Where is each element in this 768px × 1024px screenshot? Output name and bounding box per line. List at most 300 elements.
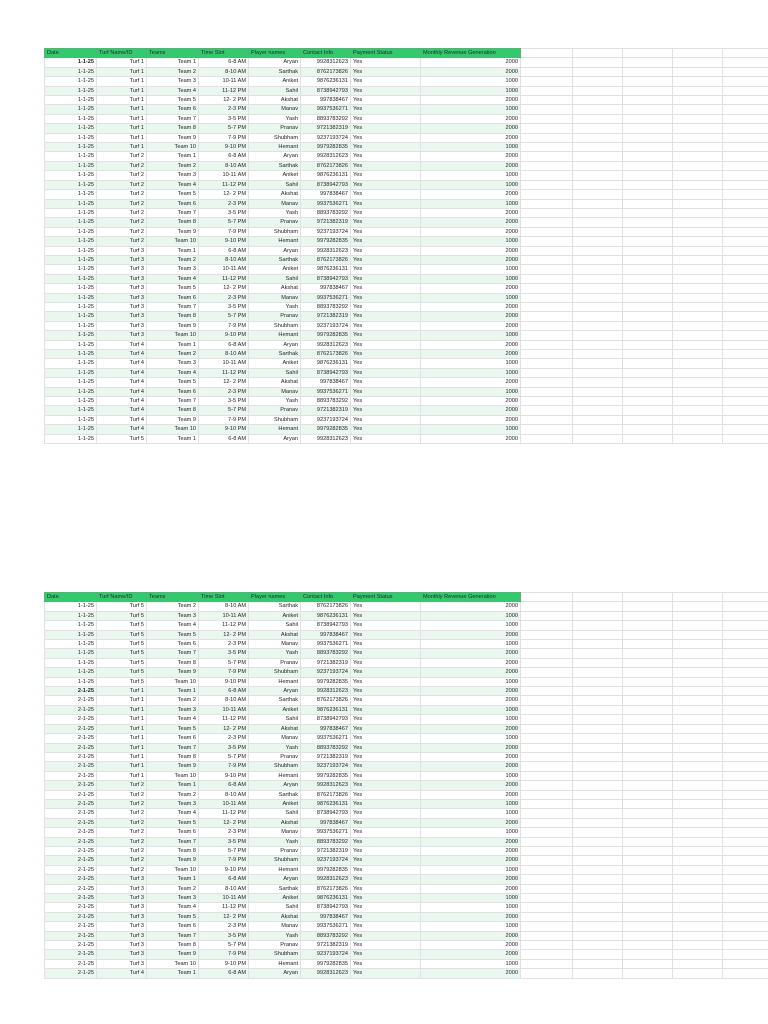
empty-cell[interactable] [521, 790, 573, 799]
empty-cell[interactable] [673, 865, 723, 874]
empty-cell[interactable] [623, 705, 673, 714]
empty-cell[interactable] [521, 359, 573, 368]
empty-cell[interactable] [623, 941, 673, 950]
revenue-cell[interactable]: 1000 [421, 199, 521, 208]
empty-cell[interactable] [573, 350, 623, 359]
turf-cell[interactable]: Turf 3 [97, 293, 147, 302]
empty-cell[interactable] [573, 846, 623, 855]
date-cell[interactable]: 1-1-25 [45, 321, 97, 330]
empty-cell[interactable] [573, 696, 623, 705]
empty-cell[interactable] [723, 425, 768, 434]
turf-cell[interactable]: Turf 2 [97, 161, 147, 170]
turf-cell[interactable]: Turf 2 [97, 865, 147, 874]
turf-cell[interactable]: Turf 5 [97, 677, 147, 686]
empty-cell[interactable] [623, 950, 673, 959]
empty-cell[interactable] [623, 621, 673, 630]
empty-cell[interactable] [521, 602, 573, 611]
date-cell[interactable]: 2-1-25 [45, 941, 97, 950]
revenue-cell[interactable]: 1000 [421, 799, 521, 808]
date-cell[interactable]: 1-1-25 [45, 397, 97, 406]
player-name-cell[interactable]: Sahil [249, 180, 301, 189]
revenue-cell[interactable]: 1000 [421, 715, 521, 724]
date-cell[interactable]: 1-1-25 [45, 265, 97, 274]
empty-cell[interactable] [623, 133, 673, 142]
team-cell[interactable]: Team 9 [147, 415, 199, 424]
empty-cell[interactable] [723, 227, 768, 236]
player-name-cell[interactable]: Akshat [249, 912, 301, 921]
empty-cell[interactable] [573, 809, 623, 818]
empty-cell[interactable] [573, 687, 623, 696]
revenue-cell[interactable]: 1000 [421, 331, 521, 340]
contact-cell[interactable]: 8738942793 [301, 903, 351, 912]
empty-cell[interactable] [673, 180, 723, 189]
team-cell[interactable]: Team 6 [147, 105, 199, 114]
date-cell[interactable]: 1-1-25 [45, 331, 97, 340]
contact-cell[interactable]: 9237193724 [301, 950, 351, 959]
revenue-cell[interactable]: 2000 [421, 846, 521, 855]
empty-cell[interactable] [623, 152, 673, 161]
empty-cell[interactable] [723, 828, 768, 837]
empty-cell[interactable] [521, 687, 573, 696]
empty-cell[interactable] [623, 293, 673, 302]
time-slot-cell[interactable]: 5-7 PM [199, 218, 249, 227]
header-teams[interactable]: Teams [147, 49, 199, 58]
revenue-cell[interactable]: 2000 [421, 724, 521, 733]
date-cell[interactable]: 2-1-25 [45, 818, 97, 827]
revenue-cell[interactable]: 1000 [421, 611, 521, 620]
empty-cell[interactable] [723, 724, 768, 733]
revenue-cell[interactable]: 2000 [421, 133, 521, 142]
player-name-cell[interactable]: Sarthak [249, 67, 301, 76]
payment-status-cell[interactable]: Yes [351, 58, 421, 67]
payment-status-cell[interactable]: Yes [351, 86, 421, 95]
empty-cell[interactable] [623, 302, 673, 311]
empty-cell[interactable] [623, 687, 673, 696]
revenue-cell[interactable]: 1000 [421, 274, 521, 283]
empty-cell[interactable] [673, 359, 723, 368]
empty-cell[interactable] [623, 846, 673, 855]
empty-cell[interactable] [623, 387, 673, 396]
payment-status-cell[interactable]: Yes [351, 77, 421, 86]
contact-cell[interactable]: 9721382319 [301, 406, 351, 415]
empty-cell[interactable] [673, 959, 723, 968]
player-name-cell[interactable]: Hemant [249, 771, 301, 780]
empty-cell[interactable] [521, 284, 573, 293]
revenue-cell[interactable]: 2000 [421, 696, 521, 705]
contact-cell[interactable]: 8738942793 [301, 274, 351, 283]
turf-cell[interactable]: Turf 1 [97, 58, 147, 67]
empty-cell[interactable] [723, 171, 768, 180]
payment-status-cell[interactable]: Yes [351, 180, 421, 189]
player-name-cell[interactable]: Yash [249, 397, 301, 406]
empty-cell[interactable] [521, 715, 573, 724]
contact-cell[interactable]: 997838467 [301, 190, 351, 199]
player-name-cell[interactable]: Akshat [249, 96, 301, 105]
player-name-cell[interactable]: Aniket [249, 265, 301, 274]
payment-status-cell[interactable]: Yes [351, 143, 421, 152]
revenue-cell[interactable]: 1000 [421, 771, 521, 780]
revenue-cell[interactable]: 2000 [421, 67, 521, 76]
empty-cell[interactable] [723, 161, 768, 170]
date-cell[interactable]: 2-1-25 [45, 687, 97, 696]
header-time-slot[interactable]: Time Slot [199, 49, 249, 58]
empty-cell[interactable] [673, 387, 723, 396]
empty-cell[interactable] [673, 705, 723, 714]
payment-status-cell[interactable]: Yes [351, 255, 421, 264]
date-cell[interactable]: 1-1-25 [45, 237, 97, 246]
empty-cell[interactable] [723, 340, 768, 349]
turf-cell[interactable]: Turf 3 [97, 931, 147, 940]
empty-cell[interactable] [521, 86, 573, 95]
payment-status-cell[interactable]: Yes [351, 734, 421, 743]
empty-cell[interactable] [723, 762, 768, 771]
payment-status-cell[interactable]: Yes [351, 406, 421, 415]
player-name-cell[interactable]: Yash [249, 114, 301, 123]
contact-cell[interactable]: 9937536271 [301, 640, 351, 649]
empty-cell[interactable] [723, 856, 768, 865]
revenue-cell[interactable]: 2000 [421, 856, 521, 865]
empty-cell[interactable] [673, 331, 723, 340]
empty-cell[interactable] [573, 274, 623, 283]
date-cell[interactable]: 2-1-25 [45, 912, 97, 921]
turf-cell[interactable]: Turf 3 [97, 912, 147, 921]
empty-cell[interactable] [673, 227, 723, 236]
date-cell[interactable]: 1-1-25 [45, 274, 97, 283]
revenue-cell[interactable]: 2000 [421, 406, 521, 415]
player-name-cell[interactable]: Yash [249, 837, 301, 846]
revenue-cell[interactable]: 2000 [421, 152, 521, 161]
empty-cell[interactable] [673, 415, 723, 424]
contact-cell[interactable]: 9721382319 [301, 658, 351, 667]
contact-cell[interactable]: 9937536271 [301, 293, 351, 302]
team-cell[interactable]: Team 5 [147, 912, 199, 921]
turf-cell[interactable]: Turf 4 [97, 359, 147, 368]
time-slot-cell[interactable]: 3-5 PM [199, 837, 249, 846]
team-cell[interactable]: Team 8 [147, 846, 199, 855]
contact-cell[interactable]: 9928312623 [301, 340, 351, 349]
payment-status-cell[interactable]: Yes [351, 630, 421, 639]
time-slot-cell[interactable]: 8-10 AM [199, 67, 249, 76]
header-date[interactable]: Date [45, 593, 97, 602]
team-cell[interactable]: Team 5 [147, 378, 199, 387]
time-slot-cell[interactable]: 9-10 PM [199, 771, 249, 780]
date-cell[interactable]: 1-1-25 [45, 368, 97, 377]
empty-cell[interactable] [521, 658, 573, 667]
empty-cell[interactable] [521, 912, 573, 921]
contact-cell[interactable]: 8893783292 [301, 743, 351, 752]
time-slot-cell[interactable]: 5-7 PM [199, 406, 249, 415]
player-name-cell[interactable]: Akshat [249, 284, 301, 293]
revenue-cell[interactable]: 2000 [421, 350, 521, 359]
team-cell[interactable]: Team 3 [147, 894, 199, 903]
player-name-cell[interactable]: Manav [249, 734, 301, 743]
empty-cell[interactable] [521, 96, 573, 105]
empty-cell[interactable] [521, 133, 573, 142]
empty-cell[interactable] [521, 969, 573, 978]
contact-cell[interactable]: 9876236131 [301, 894, 351, 903]
player-name-cell[interactable]: Sarthak [249, 790, 301, 799]
empty-cell[interactable] [521, 922, 573, 931]
empty-cell[interactable] [521, 743, 573, 752]
contact-cell[interactable]: 8893783292 [301, 397, 351, 406]
payment-status-cell[interactable]: Yes [351, 950, 421, 959]
turf-cell[interactable]: Turf 4 [97, 378, 147, 387]
team-cell[interactable]: Team 4 [147, 715, 199, 724]
team-cell[interactable]: Team 10 [147, 331, 199, 340]
payment-status-cell[interactable]: Yes [351, 425, 421, 434]
date-cell[interactable]: 1-1-25 [45, 114, 97, 123]
player-name-cell[interactable]: Shubham [249, 668, 301, 677]
empty-cell[interactable] [521, 152, 573, 161]
revenue-cell[interactable]: 1000 [421, 171, 521, 180]
empty-cell[interactable] [673, 856, 723, 865]
empty-cell[interactable] [723, 86, 768, 95]
turf-cell[interactable]: Turf 1 [97, 771, 147, 780]
date-cell[interactable]: 1-1-25 [45, 302, 97, 311]
empty-cell[interactable] [573, 771, 623, 780]
revenue-cell[interactable]: 2000 [421, 246, 521, 255]
payment-status-cell[interactable]: Yes [351, 846, 421, 855]
contact-cell[interactable]: 9928312623 [301, 875, 351, 884]
contact-cell[interactable]: 9721382319 [301, 312, 351, 321]
team-cell[interactable]: Team 2 [147, 790, 199, 799]
contact-cell[interactable]: 9876236131 [301, 799, 351, 808]
date-cell[interactable]: 1-1-25 [45, 378, 97, 387]
turf-cell[interactable]: Turf 1 [97, 715, 147, 724]
empty-cell[interactable] [521, 58, 573, 67]
payment-status-cell[interactable]: Yes [351, 302, 421, 311]
empty-cell[interactable] [723, 640, 768, 649]
empty-cell[interactable] [673, 734, 723, 743]
empty-cell[interactable] [673, 218, 723, 227]
empty-cell[interactable] [623, 894, 673, 903]
empty-cell[interactable] [573, 143, 623, 152]
empty-cell[interactable] [521, 649, 573, 658]
empty-cell[interactable] [573, 199, 623, 208]
turf-cell[interactable]: Turf 1 [97, 743, 147, 752]
turf-cell[interactable]: Turf 1 [97, 77, 147, 86]
revenue-cell[interactable]: 1000 [421, 640, 521, 649]
empty-cell[interactable] [573, 658, 623, 667]
team-cell[interactable]: Team 7 [147, 397, 199, 406]
empty-cell[interactable] [573, 359, 623, 368]
header-player-names[interactable]: Player names [249, 593, 301, 602]
team-cell[interactable]: Team 5 [147, 96, 199, 105]
player-name-cell[interactable]: Aryan [249, 969, 301, 978]
time-slot-cell[interactable]: 7-9 PM [199, 762, 249, 771]
empty-cell[interactable] [521, 218, 573, 227]
empty-cell[interactable] [723, 397, 768, 406]
empty-cell[interactable] [573, 49, 623, 58]
revenue-cell[interactable]: 2000 [421, 415, 521, 424]
empty-cell[interactable] [673, 255, 723, 264]
time-slot-cell[interactable]: 6-8 AM [199, 246, 249, 255]
payment-status-cell[interactable]: Yes [351, 668, 421, 677]
header-payment-status[interactable]: Payment Status [351, 593, 421, 602]
empty-cell[interactable] [623, 406, 673, 415]
contact-cell[interactable]: 8738942793 [301, 180, 351, 189]
empty-cell[interactable] [521, 180, 573, 189]
payment-status-cell[interactable]: Yes [351, 161, 421, 170]
date-cell[interactable]: 1-1-25 [45, 124, 97, 133]
team-cell[interactable]: Team 8 [147, 218, 199, 227]
empty-cell[interactable] [673, 799, 723, 808]
empty-cell[interactable] [623, 912, 673, 921]
empty-cell[interactable] [623, 77, 673, 86]
time-slot-cell[interactable]: 11-12 PM [199, 809, 249, 818]
player-name-cell[interactable]: Pranav [249, 658, 301, 667]
player-name-cell[interactable]: Shubham [249, 227, 301, 236]
date-cell[interactable]: 1-1-25 [45, 208, 97, 217]
empty-cell[interactable] [623, 96, 673, 105]
turf-cell[interactable]: Turf 3 [97, 274, 147, 283]
empty-cell[interactable] [521, 340, 573, 349]
turf-cell[interactable]: Turf 2 [97, 218, 147, 227]
team-cell[interactable]: Team 2 [147, 884, 199, 893]
time-slot-cell[interactable]: 3-5 PM [199, 743, 249, 752]
empty-cell[interactable] [623, 640, 673, 649]
time-slot-cell[interactable]: 2-3 PM [199, 640, 249, 649]
empty-cell[interactable] [673, 237, 723, 246]
empty-cell[interactable] [723, 67, 768, 76]
player-name-cell[interactable]: Hemant [249, 677, 301, 686]
empty-cell[interactable] [673, 762, 723, 771]
turf-cell[interactable]: Turf 1 [97, 96, 147, 105]
payment-status-cell[interactable]: Yes [351, 687, 421, 696]
payment-status-cell[interactable]: Yes [351, 246, 421, 255]
turf-cell[interactable]: Turf 1 [97, 705, 147, 714]
empty-cell[interactable] [573, 790, 623, 799]
turf-cell[interactable]: Turf 3 [97, 284, 147, 293]
empty-cell[interactable] [673, 246, 723, 255]
contact-cell[interactable]: 8738942793 [301, 621, 351, 630]
payment-status-cell[interactable]: Yes [351, 856, 421, 865]
player-name-cell[interactable]: Akshat [249, 630, 301, 639]
empty-cell[interactable] [573, 828, 623, 837]
empty-cell[interactable] [623, 124, 673, 133]
empty-cell[interactable] [573, 856, 623, 865]
empty-cell[interactable] [521, 190, 573, 199]
payment-status-cell[interactable]: Yes [351, 227, 421, 236]
empty-cell[interactable] [623, 255, 673, 264]
time-slot-cell[interactable]: 8-10 AM [199, 696, 249, 705]
payment-status-cell[interactable]: Yes [351, 752, 421, 761]
header-payment-status[interactable]: Payment Status [351, 49, 421, 58]
payment-status-cell[interactable]: Yes [351, 959, 421, 968]
team-cell[interactable]: Team 9 [147, 856, 199, 865]
contact-cell[interactable]: 9928312623 [301, 246, 351, 255]
contact-cell[interactable]: 8738942793 [301, 86, 351, 95]
contact-cell[interactable]: 9979282835 [301, 331, 351, 340]
player-name-cell[interactable]: Hemant [249, 959, 301, 968]
payment-status-cell[interactable]: Yes [351, 152, 421, 161]
revenue-cell[interactable]: 2000 [421, 630, 521, 639]
empty-cell[interactable] [573, 837, 623, 846]
empty-cell[interactable] [673, 378, 723, 387]
team-cell[interactable]: Team 7 [147, 649, 199, 658]
header-contact-info[interactable]: Contact Info [301, 49, 351, 58]
team-cell[interactable]: Team 2 [147, 255, 199, 264]
revenue-cell[interactable]: 2000 [421, 227, 521, 236]
payment-status-cell[interactable]: Yes [351, 818, 421, 827]
time-slot-cell[interactable]: 7-9 PM [199, 668, 249, 677]
empty-cell[interactable] [673, 837, 723, 846]
turf-cell[interactable]: Turf 3 [97, 894, 147, 903]
revenue-cell[interactable]: 2000 [421, 818, 521, 827]
time-slot-cell[interactable]: 10-11 AM [199, 265, 249, 274]
payment-status-cell[interactable]: Yes [351, 124, 421, 133]
contact-cell[interactable]: 9928312623 [301, 781, 351, 790]
team-cell[interactable]: Team 8 [147, 658, 199, 667]
empty-cell[interactable] [573, 171, 623, 180]
empty-cell[interactable] [521, 199, 573, 208]
empty-cell[interactable] [673, 340, 723, 349]
contact-cell[interactable]: 8738942793 [301, 809, 351, 818]
empty-cell[interactable] [573, 959, 623, 968]
empty-cell[interactable] [723, 799, 768, 808]
empty-cell[interactable] [673, 265, 723, 274]
contact-cell[interactable]: 9721382319 [301, 218, 351, 227]
revenue-cell[interactable]: 2000 [421, 321, 521, 330]
revenue-cell[interactable]: 2000 [421, 743, 521, 752]
turf-cell[interactable]: Turf 3 [97, 255, 147, 264]
payment-status-cell[interactable]: Yes [351, 705, 421, 714]
empty-cell[interactable] [623, 350, 673, 359]
empty-cell[interactable] [521, 406, 573, 415]
turf-cell[interactable]: Turf 4 [97, 406, 147, 415]
empty-cell[interactable] [623, 611, 673, 620]
empty-cell[interactable] [673, 611, 723, 620]
player-name-cell[interactable]: Sarthak [249, 350, 301, 359]
turf-cell[interactable]: Turf 2 [97, 237, 147, 246]
time-slot-cell[interactable]: 6-8 AM [199, 781, 249, 790]
revenue-cell[interactable]: 2000 [421, 668, 521, 677]
turf-cell[interactable]: Turf 5 [97, 668, 147, 677]
empty-cell[interactable] [673, 368, 723, 377]
payment-status-cell[interactable]: Yes [351, 368, 421, 377]
time-slot-cell[interactable]: 10-11 AM [199, 359, 249, 368]
empty-cell[interactable] [673, 397, 723, 406]
revenue-cell[interactable]: 2000 [421, 752, 521, 761]
player-name-cell[interactable]: Aryan [249, 58, 301, 67]
time-slot-cell[interactable]: 2-3 PM [199, 387, 249, 396]
contact-cell[interactable]: 9237193724 [301, 762, 351, 771]
player-name-cell[interactable]: Sarthak [249, 696, 301, 705]
empty-cell[interactable] [521, 265, 573, 274]
time-slot-cell[interactable]: 11-12 PM [199, 903, 249, 912]
player-name-cell[interactable]: Shubham [249, 950, 301, 959]
contact-cell[interactable]: 997838467 [301, 724, 351, 733]
player-name-cell[interactable]: Sahil [249, 715, 301, 724]
date-cell[interactable]: 2-1-25 [45, 931, 97, 940]
empty-cell[interactable] [673, 969, 723, 978]
payment-status-cell[interactable]: Yes [351, 387, 421, 396]
time-slot-cell[interactable]: 9-10 PM [199, 959, 249, 968]
empty-cell[interactable] [623, 790, 673, 799]
empty-cell[interactable] [673, 640, 723, 649]
empty-cell[interactable] [673, 124, 723, 133]
team-cell[interactable]: Team 2 [147, 602, 199, 611]
date-cell[interactable]: 1-1-25 [45, 227, 97, 236]
empty-cell[interactable] [623, 265, 673, 274]
turf-cell[interactable]: Turf 3 [97, 903, 147, 912]
contact-cell[interactable]: 9721382319 [301, 124, 351, 133]
time-slot-cell[interactable]: 10-11 AM [199, 705, 249, 714]
time-slot-cell[interactable]: 2-3 PM [199, 922, 249, 931]
player-name-cell[interactable]: Aryan [249, 340, 301, 349]
empty-cell[interactable] [573, 818, 623, 827]
date-cell[interactable]: 1-1-25 [45, 658, 97, 667]
